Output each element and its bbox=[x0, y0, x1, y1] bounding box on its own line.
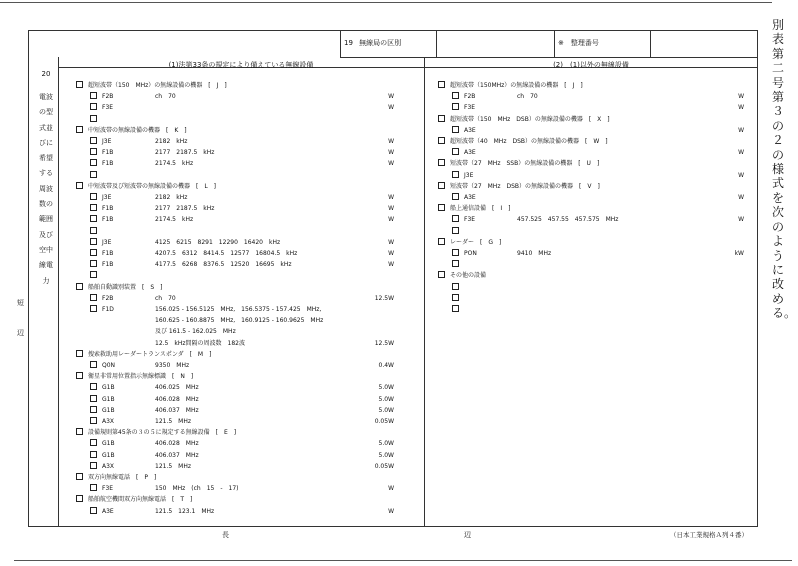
power-unit: 12.5W bbox=[374, 339, 394, 347]
equipment-heading bbox=[76, 494, 394, 506]
frequency-value: 9350 MHz bbox=[155, 362, 190, 369]
footer-long-side: 長 bbox=[222, 531, 229, 539]
emission-class: G1B bbox=[102, 440, 115, 448]
emission-class: A3X bbox=[102, 462, 115, 470]
power-unit: W bbox=[388, 205, 394, 213]
equipment-heading-text: 船上通信設備 [ I ] bbox=[450, 205, 511, 213]
frequency-value: 2177 2187.5 kHz bbox=[155, 205, 215, 213]
power-unit: 5.0W bbox=[378, 440, 394, 448]
checkbox[interactable] bbox=[90, 395, 97, 402]
top-rule bbox=[0, 2, 772, 3]
checkbox[interactable] bbox=[90, 462, 97, 469]
equipment-row bbox=[90, 136, 394, 148]
emission-class: A3E bbox=[464, 149, 476, 157]
power-unit: 0.4W bbox=[378, 362, 394, 369]
station-class-label: 無線局の区別 bbox=[359, 39, 402, 47]
equipment-heading-text: 超短波帯（40 MHz DSB）の無線設備の機器 [ W ] bbox=[450, 138, 608, 145]
checkbox[interactable] bbox=[438, 182, 445, 189]
emission-class: F2B bbox=[102, 294, 114, 302]
checkbox[interactable] bbox=[76, 428, 83, 435]
equipment-row bbox=[90, 416, 394, 428]
equipment-row bbox=[90, 405, 394, 417]
checkbox[interactable] bbox=[90, 238, 97, 245]
equipment-heading bbox=[438, 181, 744, 193]
equipment-heading-text: 設備規則第45条の３の５に規定する無線設備 [ E ] bbox=[88, 429, 237, 437]
checkbox[interactable] bbox=[438, 115, 445, 122]
power-unit: 5.0W bbox=[378, 384, 394, 392]
equipment-row bbox=[452, 282, 744, 294]
equipment-heading-text: 短波帯（27 MHz DSB）の無線設備の機器 [ V ] bbox=[450, 182, 600, 190]
power-unit: W bbox=[738, 149, 744, 157]
frequency-value: 4125 6215 8291 12290 16420 kHz bbox=[155, 238, 281, 246]
checkbox[interactable] bbox=[452, 215, 459, 222]
equipment-heading bbox=[76, 282, 394, 294]
emission-class: J3E bbox=[464, 171, 474, 179]
equipment-row bbox=[452, 125, 744, 137]
checkbox[interactable] bbox=[452, 283, 459, 290]
equipment-row bbox=[90, 114, 394, 126]
power-unit: W bbox=[738, 126, 744, 134]
power-unit: W bbox=[388, 93, 394, 101]
power-unit: 12.5W bbox=[374, 294, 394, 302]
checkbox[interactable] bbox=[90, 260, 97, 267]
equipment-heading-text: 捜索救助用レーダートランスポンダ [ M ] bbox=[88, 350, 212, 358]
emission-class: A3X bbox=[102, 418, 115, 425]
station-class-field[interactable] bbox=[436, 30, 554, 57]
checkbox[interactable] bbox=[76, 126, 83, 133]
checkbox[interactable] bbox=[452, 171, 459, 178]
power-unit: W bbox=[388, 250, 394, 257]
checkbox[interactable] bbox=[452, 294, 459, 301]
frequency-value: ch 70 bbox=[155, 294, 176, 302]
emission-class: F1B bbox=[102, 160, 114, 168]
equipment-row bbox=[90, 382, 394, 394]
frequency-value: 121.5 MHz bbox=[155, 462, 192, 470]
column-divider bbox=[424, 57, 425, 527]
equipment-row bbox=[452, 147, 744, 159]
frequency-value: ch 70 bbox=[155, 93, 176, 101]
equipment-row bbox=[452, 91, 744, 103]
emission-class: G1B bbox=[102, 451, 115, 459]
emission-class: F3E bbox=[464, 104, 476, 112]
frequency-value: 457.525 457.55 457.575 MHz bbox=[517, 216, 619, 224]
equipment-row bbox=[90, 270, 394, 282]
equipment-row bbox=[90, 304, 394, 316]
emission-class: F1B bbox=[102, 261, 114, 269]
frequency-value: 12.5 kHz間隔の周波数 182波 bbox=[155, 339, 245, 347]
equipment-heading-text: 超短波帯（150 MHz）の無線設備の機器 [ J ] bbox=[88, 82, 227, 89]
checkbox[interactable] bbox=[452, 193, 459, 200]
equipment-heading bbox=[76, 371, 394, 383]
emission-class: F2B bbox=[464, 93, 476, 101]
emission-class: F3E bbox=[464, 216, 476, 224]
frequency-value: 406.028 MHz bbox=[155, 395, 199, 403]
checkbox[interactable] bbox=[90, 115, 97, 122]
checkbox[interactable] bbox=[90, 294, 97, 301]
checkbox[interactable] bbox=[90, 204, 97, 211]
checkbox[interactable] bbox=[90, 271, 97, 278]
frequency-value: 2174.5 kHz bbox=[155, 160, 194, 168]
equipment-heading bbox=[76, 80, 394, 92]
checkbox[interactable] bbox=[90, 193, 97, 200]
equipment-row bbox=[90, 192, 394, 204]
equipment-heading-text: 超短波帯（150 MHz DSB）の無線設備の機器 [ X ] bbox=[450, 115, 610, 123]
checkbox[interactable] bbox=[90, 215, 97, 222]
checkbox[interactable] bbox=[452, 126, 459, 133]
checkbox[interactable] bbox=[76, 372, 83, 379]
checkbox[interactable] bbox=[438, 81, 445, 88]
frequency-value: ch 70 bbox=[517, 93, 538, 101]
emission-class: J3E bbox=[102, 138, 112, 145]
side-title: 別表第二号第３の２の様式を次のように改める。 bbox=[772, 18, 797, 321]
power-unit: W bbox=[388, 507, 394, 515]
frequency-value: 4177.5 6268 8376.5 12520 16695 kHz bbox=[155, 261, 292, 269]
equipment-heading-text: 中短波帯及び短波帯の無線設備の機器 [ L ] bbox=[88, 182, 217, 190]
checkbox[interactable] bbox=[452, 103, 459, 110]
equipment-row bbox=[452, 170, 744, 182]
equipment-heading-text: 衛星非常用位置指示無線標識 [ N ] bbox=[88, 373, 194, 381]
frequency-value: 160.625 - 160.8875 MHz, 160.9125 - 160.9625 MHz bbox=[155, 317, 324, 325]
checkbox[interactable] bbox=[90, 249, 97, 256]
checkbox[interactable] bbox=[452, 249, 459, 256]
emission-class: F2B bbox=[102, 93, 114, 101]
emission-class: F1B bbox=[102, 205, 114, 213]
equipment-row bbox=[90, 158, 394, 170]
equipment-row bbox=[90, 147, 394, 159]
frequency-value: 2182 kHz bbox=[155, 138, 188, 145]
power-unit: W bbox=[388, 485, 394, 493]
emission-class: F1B bbox=[102, 216, 114, 224]
vertical-label-divider bbox=[58, 57, 59, 527]
equipment-heading bbox=[438, 136, 744, 148]
power-unit: W bbox=[388, 149, 394, 157]
equipment-row bbox=[90, 91, 394, 103]
equipment-heading bbox=[76, 125, 394, 137]
equipment-heading bbox=[438, 203, 744, 215]
checkbox[interactable] bbox=[90, 361, 97, 368]
equipment-row bbox=[90, 394, 394, 406]
checkbox[interactable] bbox=[76, 473, 83, 480]
checkbox[interactable] bbox=[90, 383, 97, 390]
emission-class: J3E bbox=[102, 238, 112, 246]
emission-class: A3E bbox=[464, 126, 476, 134]
equipment-row bbox=[90, 360, 394, 372]
frequency-value: 406.037 MHz bbox=[155, 406, 199, 414]
equipment-row bbox=[90, 214, 394, 226]
frequency-value: 2177 2187.5 kHz bbox=[155, 149, 215, 157]
reference-cell bbox=[554, 30, 650, 57]
checkbox[interactable] bbox=[438, 204, 445, 211]
frequency-value: 及び 161.5 - 162.025 MHz bbox=[155, 328, 236, 336]
power-unit: 5.0W bbox=[378, 406, 394, 414]
checkbox[interactable] bbox=[90, 305, 97, 312]
equipment-row bbox=[90, 293, 394, 305]
equipment-heading bbox=[438, 237, 744, 249]
power-unit: 0.05W bbox=[374, 418, 394, 425]
checkbox[interactable] bbox=[90, 148, 97, 155]
power-unit: W bbox=[738, 104, 744, 112]
equipment-heading-text: 双方向無線電話 [ P ] bbox=[88, 474, 157, 481]
checkbox[interactable] bbox=[76, 182, 83, 189]
checkbox[interactable] bbox=[90, 159, 97, 166]
equipment-row bbox=[90, 450, 394, 462]
checkbox[interactable] bbox=[452, 260, 459, 267]
equipment-row bbox=[452, 102, 744, 114]
checkbox[interactable] bbox=[452, 148, 459, 155]
equipment-heading-text: 船舶航空機間双方向無線電話 [ T ] bbox=[88, 496, 193, 504]
power-unit: W bbox=[738, 216, 744, 224]
emission-class: G1B bbox=[102, 384, 115, 392]
equipment-heading bbox=[76, 472, 394, 484]
equipment-heading-text: レーダー [ G ] bbox=[450, 238, 502, 246]
emission-class: A3E bbox=[464, 194, 476, 201]
equipment-row bbox=[90, 338, 394, 350]
checkbox[interactable] bbox=[76, 350, 83, 357]
power-unit: W bbox=[388, 104, 394, 112]
power-unit: W bbox=[738, 171, 744, 179]
bottom-rule bbox=[14, 560, 792, 561]
equipment-heading bbox=[438, 158, 744, 170]
power-unit: W bbox=[388, 160, 394, 168]
power-unit: W bbox=[738, 194, 744, 201]
frequency-value: 4207.5 6312 8414.5 12577 16804.5 kHz bbox=[155, 250, 298, 257]
emission-class: F1D bbox=[102, 306, 114, 313]
equipment-row bbox=[90, 506, 394, 518]
checkbox[interactable] bbox=[452, 92, 459, 99]
equipment-heading bbox=[76, 349, 394, 361]
checkbox[interactable] bbox=[90, 103, 97, 110]
equipment-row bbox=[90, 483, 394, 495]
margin-short-label: 短 bbox=[17, 299, 24, 307]
emission-class: F1B bbox=[102, 149, 114, 157]
checkbox[interactable] bbox=[438, 271, 445, 278]
checkbox[interactable] bbox=[90, 406, 97, 413]
emission-class: Q0N bbox=[102, 362, 116, 369]
power-unit: W bbox=[388, 261, 394, 269]
power-unit: W bbox=[388, 238, 394, 246]
checkbox[interactable] bbox=[90, 484, 97, 491]
frequency-value: 156.025 - 156.5125 MHz, 156.5375 - 157.425 MHz, bbox=[155, 306, 322, 313]
checkbox[interactable] bbox=[90, 439, 97, 446]
frequency-value: 121.5 123.1 MHz bbox=[155, 507, 215, 515]
checkbox[interactable] bbox=[438, 238, 445, 245]
equipment-row bbox=[452, 293, 744, 305]
equipment-row bbox=[452, 214, 744, 226]
emission-class: G1B bbox=[102, 395, 115, 403]
equipment-heading bbox=[438, 80, 744, 92]
equipment-row bbox=[90, 461, 394, 473]
power-unit: W bbox=[388, 194, 394, 201]
emission-class: A3E bbox=[102, 507, 114, 515]
header-bottom-rule bbox=[340, 57, 758, 58]
checkbox[interactable] bbox=[90, 451, 97, 458]
equipment-row bbox=[452, 192, 744, 204]
equipment-heading-text: 中短波帯の無線設備の機器 [ K ] bbox=[88, 126, 187, 134]
checkbox[interactable] bbox=[452, 227, 459, 234]
checkbox[interactable] bbox=[90, 227, 97, 234]
equipment-row bbox=[452, 248, 744, 260]
equipment-row bbox=[90, 203, 394, 215]
checkbox[interactable] bbox=[90, 507, 97, 514]
equipment-heading-text: その他の設備 bbox=[450, 272, 487, 280]
form-header bbox=[340, 30, 758, 57]
equipment-row bbox=[90, 102, 394, 114]
emission-class: F3E bbox=[102, 104, 114, 112]
frequency-value: 406.028 MHz bbox=[155, 440, 199, 448]
equipment-row bbox=[90, 237, 394, 249]
frequency-value: 150 MHz (ch 15 - 17) bbox=[155, 485, 239, 493]
margin-side-label: 辺 bbox=[17, 329, 24, 337]
footer-side: 辺 bbox=[464, 531, 471, 539]
power-unit: 5.0W bbox=[378, 395, 394, 403]
frequency-value: 406.037 MHz bbox=[155, 451, 199, 459]
equipment-heading-text: 船舶自動識別装置 [ S ] bbox=[88, 283, 163, 291]
power-unit: 5.0W bbox=[378, 451, 394, 459]
checkbox[interactable] bbox=[90, 92, 97, 99]
vertical-label: 電波の型式並びに希望する周波数の範囲及び空中線電力 bbox=[39, 93, 53, 285]
power-unit: W bbox=[388, 138, 394, 145]
station-class-cell bbox=[340, 30, 436, 57]
checkbox[interactable] bbox=[438, 137, 445, 144]
equipment-row bbox=[90, 438, 394, 450]
equipment-heading bbox=[438, 114, 744, 126]
equipment-row bbox=[452, 304, 744, 316]
equipment-row bbox=[90, 326, 394, 338]
equipment-row bbox=[90, 248, 394, 260]
checkbox[interactable] bbox=[452, 305, 459, 312]
frequency-value: 2174.5 kHz bbox=[155, 216, 194, 224]
section-title-left: (1)法第33条の規定により備えている無線設備 bbox=[168, 61, 314, 69]
emission-class: G1B bbox=[102, 406, 115, 414]
footer-paper-standard: （日本工業規格Ａ列４番） bbox=[670, 531, 748, 539]
equipment-heading-text: 超短波帯（150MHz）の無線設備の機器 [ J ] bbox=[450, 82, 583, 89]
checkbox[interactable] bbox=[76, 81, 83, 88]
emission-class: F3E bbox=[102, 485, 114, 493]
checkbox[interactable] bbox=[438, 159, 445, 166]
equipment-row bbox=[90, 226, 394, 238]
equipment-row bbox=[452, 226, 744, 238]
equipment-row bbox=[452, 259, 744, 271]
equipment-row bbox=[90, 259, 394, 271]
emission-class: PON bbox=[464, 250, 477, 257]
frequency-value: 9410 MHz bbox=[517, 250, 552, 257]
checkbox[interactable] bbox=[90, 171, 97, 178]
power-unit: W bbox=[738, 93, 744, 101]
reference-number-field[interactable] bbox=[650, 30, 758, 57]
item-number: 19 bbox=[344, 39, 353, 47]
power-unit: 0.05W bbox=[374, 462, 394, 470]
reference-label: ※ 整理番号 bbox=[558, 39, 599, 47]
emission-class: F1B bbox=[102, 250, 114, 257]
frequency-value: 121.5 MHz bbox=[155, 418, 192, 425]
section-title-right: (2) (1)以外の無線設備 bbox=[553, 61, 629, 69]
checkbox[interactable] bbox=[90, 137, 97, 144]
equipment-heading bbox=[76, 427, 394, 439]
power-unit: kW bbox=[734, 250, 744, 257]
emission-class: J3E bbox=[102, 194, 112, 201]
power-unit: W bbox=[388, 216, 394, 224]
checkbox[interactable] bbox=[90, 417, 97, 424]
vertical-label-number: 20 bbox=[41, 70, 51, 78]
equipment-row bbox=[90, 170, 394, 182]
equipment-heading bbox=[76, 181, 394, 193]
checkbox[interactable] bbox=[76, 495, 83, 502]
equipment-heading-text: 短波帯（27 MHz SSB）の無線設備の機器 [ U ] bbox=[450, 160, 600, 168]
frequency-value: 2182 kHz bbox=[155, 194, 188, 201]
checkbox[interactable] bbox=[76, 283, 83, 290]
equipment-heading bbox=[438, 270, 744, 282]
equipment-row bbox=[90, 315, 394, 327]
frequency-value: 406.025 MHz bbox=[155, 384, 199, 392]
